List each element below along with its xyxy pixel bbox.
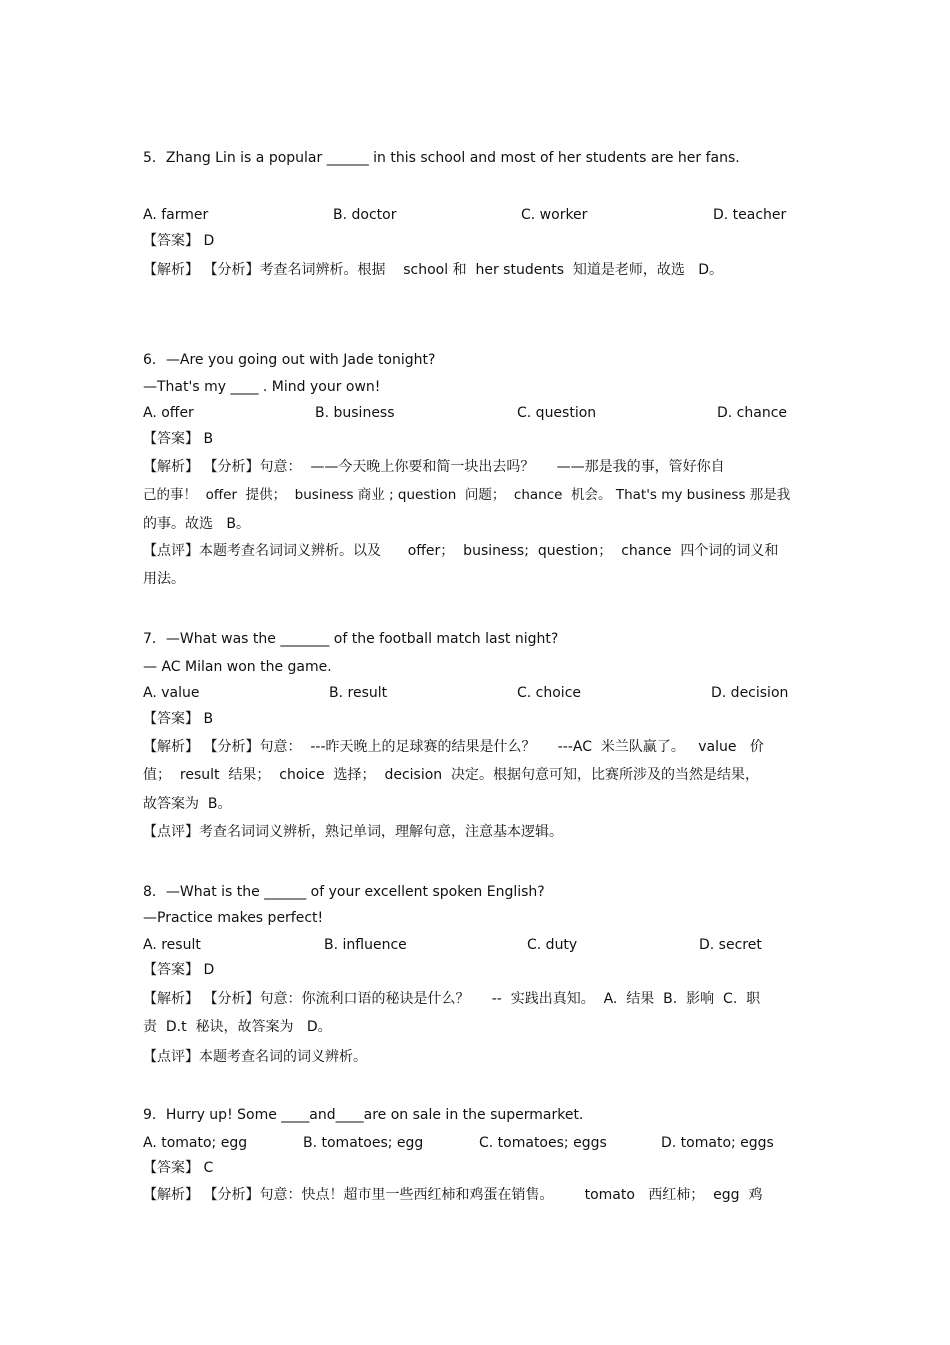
- comment-line: 【点评】考查名词词义辨析，熟记单词，理解句意，注意基本逻辑。: [143, 824, 563, 840]
- question-stem: —Practice makes perfect!: [143, 910, 324, 926]
- analysis-line: 【解析】 【分析】句意：快点！超市里一些西红柿和鸡蛋在销售。 tomato 西红柿； egg 鸡: [143, 1187, 763, 1203]
- answer-line: 【答案】 D: [143, 233, 215, 249]
- question-stem: 5．Zhang Lin is a popular ______ in this school and most of her students are her fans.: [143, 150, 740, 166]
- question-stem: 6．—Are you going out with Jade tonight?: [143, 352, 436, 368]
- analysis-line: 【解析】 【分析】句意： ——今天晚上你要和简一块出去吗？ ——那是我的事，管好你自: [143, 459, 725, 475]
- analysis-line: 故答案为 B。: [143, 796, 232, 812]
- question-stem: 7．—What was the _______ of the football match last night?: [143, 631, 559, 647]
- option-c: C. tomatoes; eggs: [479, 1135, 607, 1151]
- analysis-line: 的事。故选 B。: [143, 516, 250, 532]
- question-stem: — AC Milan won the game.: [143, 659, 332, 675]
- analysis-line: 【解析】 【分析】句意： ---昨天晚上的足球赛的结果是什么？ ---AC 米兰队赢了。 value 价: [143, 739, 764, 755]
- analysis-line: 值； result 结果； choice 选择； decision 决定。根据句意可知，比赛所涉及的当然是结果，: [143, 767, 760, 783]
- option-a: A. result: [143, 937, 201, 953]
- option-c: C. question: [517, 405, 597, 421]
- comment-line: 【点评】本题考查名词词义辨析。以及 offer； business; question； chance 四个词的词义和: [143, 543, 779, 559]
- option-c: C. worker: [521, 207, 588, 223]
- option-d: D. secret: [699, 937, 762, 953]
- option-c: C. choice: [517, 685, 582, 701]
- question-stem: 8．—What is the ______ of your excellent spoken English?: [143, 884, 545, 900]
- answer-line: 【答案】 C: [143, 1160, 214, 1176]
- option-b: B. result: [329, 685, 388, 701]
- option-b: B. doctor: [333, 207, 397, 223]
- option-a: A. offer: [143, 405, 194, 421]
- analysis-line: 己的事！ offer 提供； business 商业 ; question 问题； chance 机会。 That's my business 那是我: [143, 487, 791, 503]
- question-stem: —That's my ____ . Mind your own!: [143, 379, 381, 395]
- answer-line: 【答案】 B: [143, 711, 214, 727]
- question-stem: 9．Hurry up! Some ____and____are on sale in the supermarket.: [143, 1107, 584, 1123]
- option-c: C. duty: [527, 937, 578, 953]
- option-a: A. farmer: [143, 207, 209, 223]
- comment-line: 【点评】本题考查名词的词义辨析。: [143, 1049, 367, 1065]
- answer-line: 【答案】 D: [143, 962, 215, 978]
- answer-line: 【答案】 B: [143, 431, 214, 447]
- option-b: B. influence: [324, 937, 407, 953]
- option-d: D. decision: [711, 685, 789, 701]
- option-b: B. tomatoes; egg: [303, 1135, 424, 1151]
- analysis-line: 【解析】 【分析】考查名词辨析。根据 school 和 her students 知道是老师，故选 D。: [143, 262, 724, 278]
- option-d: D. chance: [717, 405, 788, 421]
- option-a: A. value: [143, 685, 200, 701]
- analysis-line: 【解析】 【分析】句意：你流利口语的秘诀是什么？ -- 实践出真知。 A. 结果 B. 影响 C. 职: [143, 991, 761, 1007]
- analysis-line: 责 D.t 秘诀，故答案为 D。: [143, 1019, 332, 1035]
- option-d: D. tomato; eggs: [661, 1135, 774, 1151]
- comment-line: 用法。: [143, 571, 185, 587]
- option-a: A. tomato; egg: [143, 1135, 248, 1151]
- option-b: B. business: [315, 405, 395, 421]
- option-d: D. teacher: [713, 207, 787, 223]
